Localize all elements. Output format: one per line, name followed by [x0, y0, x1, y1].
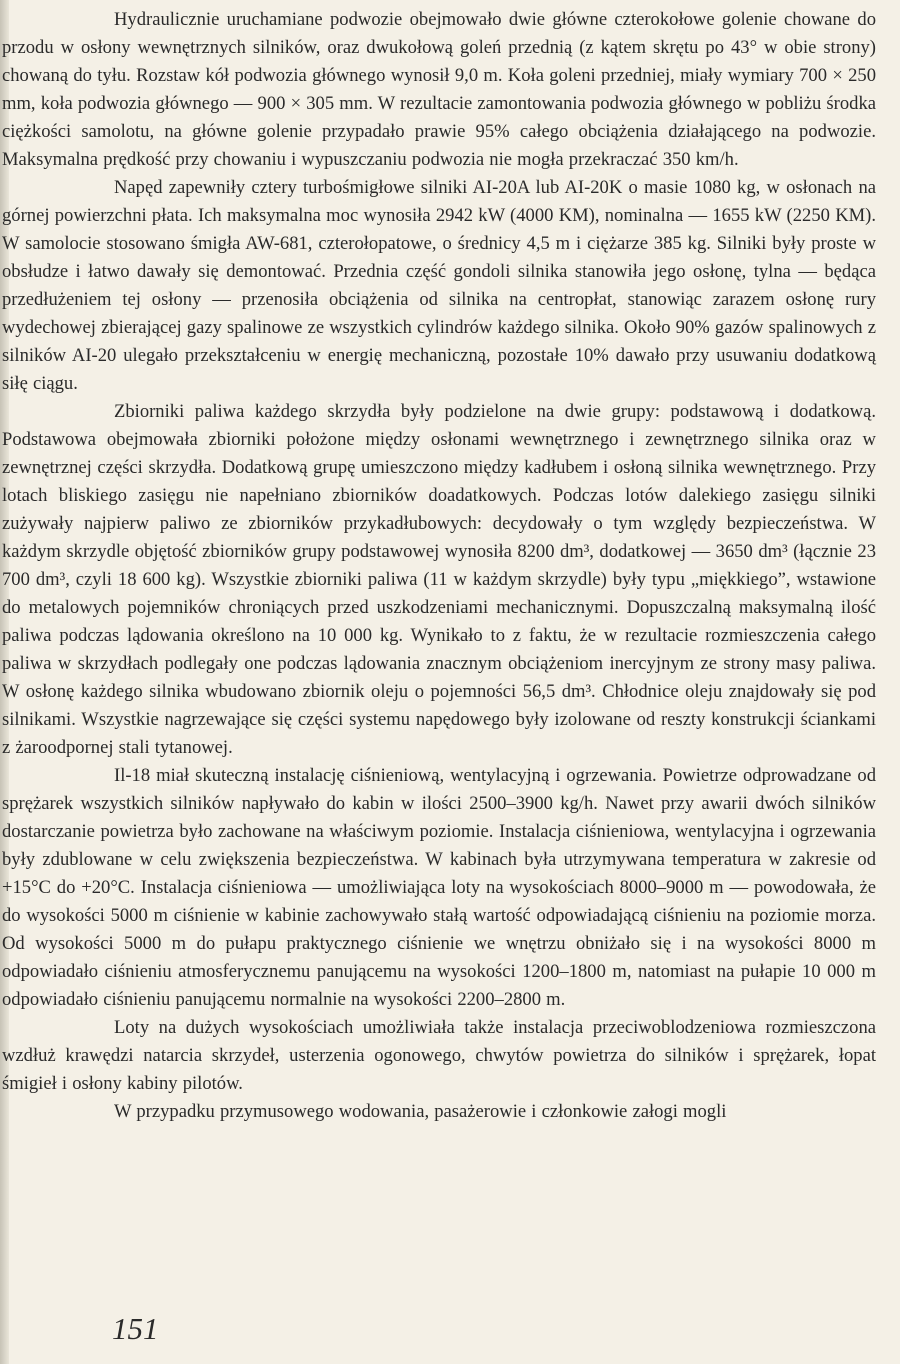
paragraph-ditching: W przypadku przymusowego wodowania, pasażerowie i członkowie załogi mogli — [114, 1101, 727, 1122]
body-text — [2, 6, 876, 1126]
paragraph-engines: Napęd zapewniły cztery turbośmigłowe silniki AI-20A lub AI-20K o masie 1080 kg, w osłonach na górnej powierzchni płata. Ich maksymalna moc wynosiła 2942 kW (4000 KM), nominalna — 1655 kW (2250 KM). W samolocie stosowano śmigła AW-681, czterołopatowe, o średnicy 4,5 m i ciężarze 385 kg. Silniki były proste w obsłudze i łatwo dawały się demontować. Przednia część gondoli silnika stanowiła jego osłonę, tylna — będąca przedłużeniem tej osłony — przenosiła obciążenia od silnika na centropłat, stanowiąc zarazem osłonę rury wydechowej zbierającej gazy spalinowe ze wszystkich cylindrów każdego silnika. Około 90% gazów spalinowych z silników AI-20 ulegało przekształceniu w energię mechaniczną, pozostałe 10% dawało przy usuwaniu dodatkową siłę ciągu. — [2, 177, 876, 394]
paragraph-fuel-tanks: Zbiorniki paliwa każdego skrzydła były podzielone na dwie grupy: podstawową i dodatkową. Podstawowa obejmowała zbiorniki położone między osłonami wewnętrznego i zewnętrznego silnika oraz w zewnętrznej części skrzydła. Dodatkową grupę umieszczono między kadłubem i osłoną silnika wewnętrznego. Przy lotach bliskiego zasięgu nie napełniano zbiorników doadatkowych. Podczas lotów dalekiego zasięgu silniki zużywały najpierw paliwo ze zbiorników przykadłubowych: decydowały o tym względy bezpieczeństwa. W każdym skrzydle objętość zbiorników grupy podstawowej wynosiła 8200 dm³, dodatkowej — 3650 dm³ (łącznie 23 700 dm³, czyli 18 600 kg). Wszystkie zbiorniki paliwa (11 w każdym skrzydle) były typu „miękkiego”, wstawione do metalowych pojemników chroniących przed uszkodzeniami mechanicznymi. Dopuszczalną maksymalną ilość paliwa podczas lądowania określono na 10 000 kg. Wynikało to z faktu, że w rezultacie rozmieszczenia całego paliwa w skrzydłach podlegały one podczas lądowania znacznym obciążeniom inercyjnym ze strony masy paliwa. W osłonę każdego silnika wbudowano zbiornik oleju o pojemności 56,5 dm³. Chłodnice oleju znajdowały się pod silnikami. Wszystkie nagrzewające się części systemu napędowego były izolowane od reszty konstrukcji ściankami z żaroodpornej stali tytanowej. — [2, 401, 876, 758]
paragraph-de-icing: Loty na dużych wysokościach umożliwiała także instalacja przeciwoblodzeniowa rozmieszczona wzdłuż krawędzi natarcia skrzydeł, usterzenia ogonowego, chwytów powietrza do silników i sprężarek, łopat śmigieł i osłony kabiny pilotów. — [2, 1017, 876, 1094]
paragraph-pressurization: Il-18 miał skuteczną instalację ciśnieniową, wentylacyjną i ogrzewania. Powietrze odprowadzane od sprężarek wszystkich silników napływało do kabin w ilości 2500–3900 kg/h. Nawet przy awarii dwóch silników dostarczanie powietrza było zachowane na właściwym poziomie. Instalacja ciśnieniowa, wentylacyjna i ogrzewania były zdublowane w celu zwiększenia bezpieczeństwa. W kabinach była utrzymywana temperatura w zakresie od +15°C do +20°C. Instalacja ciśnieniowa — umożliwiająca loty na wysokościach 8000–9000 m — powodowała, że do wysokości 5000 m ciśnienie w kabinie zachowywało stałą wartość odpowiadającą ciśnieniu na poziomie morza. Od wysokości 5000 m do pułapu praktycznego ciśnienie we wnętrzu obniżało się i na wysokości 8000 m odpowiadało ciśnieniu atmosferycznemu panującemu na wysokości 1200–1800 m, natomiast na pułapie 10 000 m odpowiadało ciśnieniu panującemu normalnie na wysokości 2200–2800 m. — [2, 765, 876, 1010]
page-number: 151 — [112, 1311, 159, 1346]
paragraph-landing-gear: Hydraulicznie uruchamiane podwozie obejmowało dwie główne czterokołowe golenie chowane do przodu w osłony wewnętrznych silników, oraz dwukołową goleń przednią (z kątem skrętu po 43° w obie strony) chowaną do tyłu. Rozstaw kół podwozia głównego wynosił 9,0 m. Koła goleni przedniej, miały wymiary 700 × 250 mm, koła podwozia głównego — 900 × 305 mm. W rezultacie zamontowania podwozia głównego w pobliżu środka ciężkości samolotu, na główne golenie przypadało prawie 95% całego obciążenia działającego na podwozie. Maksymalna prędkość przy chowaniu i wypuszczaniu podwozia nie mogła przekraczać 350 km/h. — [2, 9, 876, 170]
